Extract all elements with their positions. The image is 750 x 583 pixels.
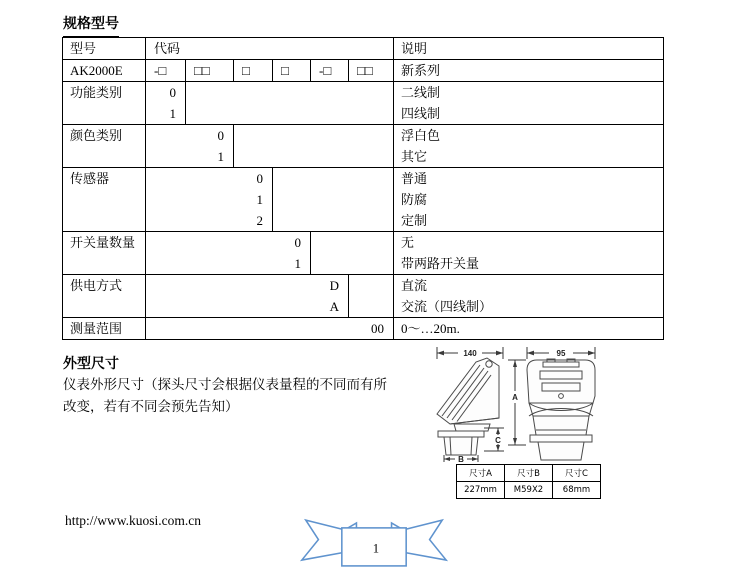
code-value: 1 xyxy=(169,106,176,121)
side-view xyxy=(437,347,504,463)
ribbon-right-wing xyxy=(403,520,446,560)
size-header: 尺寸C xyxy=(553,465,601,482)
code-value: 1 xyxy=(294,256,301,271)
size-value: 68mm xyxy=(553,482,601,499)
row-filler xyxy=(186,82,394,125)
ribbon-left-wing xyxy=(302,520,345,560)
desc-value: 浮白色 xyxy=(401,128,441,143)
row-label: 开关量数量 xyxy=(63,232,146,275)
row-filler xyxy=(311,232,394,275)
size-value-table xyxy=(456,464,601,499)
size-value-row xyxy=(457,482,601,499)
header-desc: 说明 xyxy=(394,38,664,60)
row-descs xyxy=(394,275,664,318)
code-value: D xyxy=(329,278,339,293)
row-codes xyxy=(146,275,349,318)
page-number-ribbon xyxy=(296,515,452,571)
row-label: 传感器 xyxy=(63,168,146,232)
code-value: 0 xyxy=(294,235,301,250)
code-value: 0 xyxy=(256,171,263,186)
dim-b-label: B xyxy=(458,455,464,463)
section-title-spec: 规格型号 xyxy=(63,13,119,38)
table-row xyxy=(63,232,664,275)
row-label: 供电方式 xyxy=(63,275,146,318)
desc-value: 带两路开关量 xyxy=(401,256,480,271)
desc-value: 直流 xyxy=(401,278,428,293)
dimension-note xyxy=(63,374,433,418)
row-codes xyxy=(146,125,234,168)
code-slot: □ xyxy=(273,60,311,82)
row-filler xyxy=(349,275,394,318)
row-filler xyxy=(273,168,394,232)
size-header: 尺寸A xyxy=(457,465,505,482)
model-row xyxy=(63,60,664,82)
desc-value: 二线制 xyxy=(401,85,441,100)
desc-value: 四线制 xyxy=(401,106,441,121)
dim-c-label: C xyxy=(495,436,501,445)
table-row xyxy=(63,82,664,125)
desc-value: 普通 xyxy=(401,171,428,186)
code-slot: □□ xyxy=(349,60,394,82)
row-codes xyxy=(146,168,273,232)
row-codes xyxy=(146,82,186,125)
row-descs xyxy=(394,168,664,232)
size-value: 227mm xyxy=(457,482,505,499)
row-codes xyxy=(146,318,394,340)
row-codes xyxy=(146,232,311,275)
front-view xyxy=(527,347,595,460)
table-row xyxy=(63,125,664,168)
code-value: A xyxy=(329,299,339,314)
dim-a-label: A xyxy=(512,393,518,402)
page-number: 1 xyxy=(372,541,380,556)
row-descs xyxy=(394,232,664,275)
desc-value: 无 xyxy=(401,235,415,250)
size-header: 尺寸B xyxy=(505,465,553,482)
row-label: 颜色类别 xyxy=(63,125,146,168)
desc-value: 交流（四线制） xyxy=(401,299,493,314)
website-link[interactable]: http://www.kuosi.com.cn xyxy=(65,513,201,528)
desc-value: 其它 xyxy=(401,149,428,164)
code-slot: -□ xyxy=(311,60,349,82)
model-name: AK2000E xyxy=(63,60,146,82)
note-line: 仪表外形尺寸（探头尺寸会根据仪表量程的不同而有所 xyxy=(63,377,387,392)
code-value: 0 xyxy=(217,128,224,143)
code-value: 2 xyxy=(256,213,263,228)
row-filler xyxy=(234,125,394,168)
size-header-row xyxy=(457,465,601,482)
code-slot: □ xyxy=(234,60,273,82)
code-value: 1 xyxy=(217,149,224,164)
desc-value: 防腐 xyxy=(401,192,428,207)
code-value: 00 xyxy=(371,321,385,336)
code-slot: -□ xyxy=(146,60,186,82)
code-value: 0 xyxy=(169,85,176,100)
note-line: 改变，若有不同会预先告知） xyxy=(63,399,239,414)
table-header-row xyxy=(63,38,664,60)
row-descs xyxy=(394,82,664,125)
row-descs xyxy=(394,125,664,168)
code-slot: □□ xyxy=(186,60,234,82)
header-model: 型号 xyxy=(63,38,146,60)
size-value: M59X2 xyxy=(505,482,553,499)
row-descs xyxy=(394,318,664,340)
code-value: 1 xyxy=(256,192,263,207)
header-code: 代码 xyxy=(146,38,394,60)
dim-width-right-label: 95 xyxy=(556,349,566,358)
table-row xyxy=(63,318,664,340)
dim-a xyxy=(508,360,526,445)
desc-value: 定制 xyxy=(401,213,428,228)
device-dimension-drawing xyxy=(430,338,675,463)
dim-width-left-label: 140 xyxy=(463,349,477,358)
row-label: 功能类别 xyxy=(63,82,146,125)
spec-table xyxy=(62,37,664,340)
row-label: 测量范围 xyxy=(63,318,146,340)
model-desc: 新系列 xyxy=(394,60,664,82)
table-row xyxy=(63,275,664,318)
table-row xyxy=(63,168,664,232)
desc-value: 0～…20m. xyxy=(401,321,460,336)
section-title-dimensions: 外型尺寸 xyxy=(63,355,119,371)
